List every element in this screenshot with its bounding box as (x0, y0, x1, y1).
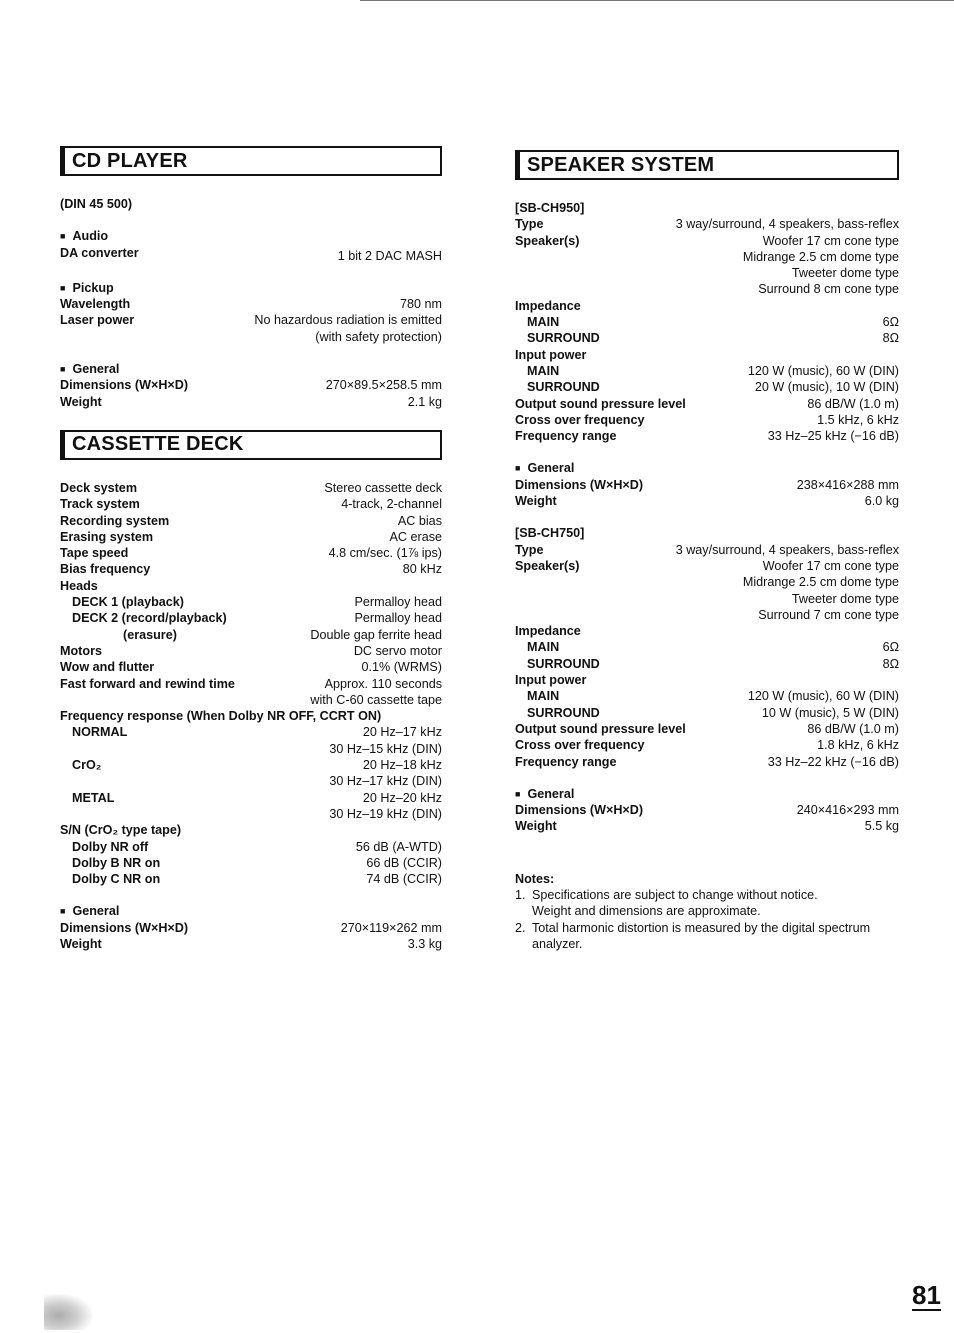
spec-row: (erasure) Double gap ferrite head (123, 627, 442, 642)
cassette-general-heading: ■ General (60, 903, 442, 919)
spec-row: Type 3 way/surround, 4 speakers, bass-reflex (515, 542, 899, 557)
top-rule (360, 0, 954, 1)
spec-row: Frequency range 33 Hz–22 kHz (−16 dB) (515, 754, 899, 769)
spec-row: MAIN 6Ω (527, 640, 899, 655)
ch950-general-heading: ■ General (515, 460, 899, 476)
spec-row: Midrange 2.5 cm dome type (742, 575, 899, 590)
cassette-deck-heading-box (60, 430, 442, 460)
spec-row: SURROUND 8Ω (527, 331, 899, 346)
spec-row: Type 3 way/surround, 4 speakers, bass-reflex (515, 217, 899, 232)
spec-row: SURROUND 20 W (music), 10 W (DIN) (527, 380, 899, 395)
spec-row: Track system 4-track, 2-channel (60, 497, 442, 512)
spec-row: Fast forward and rewind time Approx. 110 seconds (60, 676, 442, 691)
spec-row: METAL 20 Hz–20 kHz (72, 790, 442, 805)
cd-standard-row (60, 196, 442, 212)
spec-row: Weight 2.1 kg (60, 394, 442, 409)
spec-row: Output sound pressure level 86 dB/W (1.0 m) (515, 396, 899, 411)
spec-row: Dimensions (W×H×D) 240×416×293 mm (515, 803, 899, 818)
freq-response-heading: Frequency response (When Dolby NR OFF, CCRT ON) (60, 709, 382, 724)
spec-row: Tweeter dome type (791, 266, 899, 281)
cd-general-heading: ■ General (60, 361, 442, 377)
page-number: 81 (912, 1280, 941, 1310)
spec-row: Wavelength 780 nm (60, 297, 442, 312)
note-item: 2. Total harmonic distortion is measured by the digital spectrum analyzer. (515, 920, 871, 951)
spec-row: Dimensions (W×H×D) 270×89.5×258.5 mm (60, 378, 442, 393)
freq-heading-row (60, 708, 442, 724)
spec-row: Dolby NR off 56 dB (A-WTD) (72, 839, 442, 854)
spec-row: MAIN 6Ω (527, 315, 899, 330)
spec-row: with C-60 cassette tape (310, 692, 442, 707)
spec-row: Tape speed 4.8 cm/sec. (1⅞ ips) (60, 546, 442, 561)
spec-row: Dimensions (W×H×D) 238×416×288 mm (515, 477, 899, 492)
sn-heading-row (60, 822, 442, 838)
spec-row: Motors DC servo motor (60, 643, 442, 658)
notes-heading-row (515, 871, 899, 887)
spec-row: Surround 7 cm cone type (758, 607, 899, 622)
spec-row: SURROUND 8Ω (527, 656, 899, 671)
spec-row: Recording system AC bias (60, 513, 442, 528)
spec-row: DA converter 1 bit 2 DAC MASH (60, 245, 442, 263)
spec-row: Heads (60, 578, 98, 593)
spec-row: Input power (515, 347, 587, 362)
notes-heading: Notes: (515, 871, 555, 886)
spec-row: Cross over frequency 1.5 kHz, 6 kHz (515, 412, 899, 427)
spec-row: Dimensions (W×H×D) 270×119×262 mm (60, 920, 442, 935)
spec-row: Wow and flutter 0.1% (WRMS) (60, 660, 442, 675)
spec-row: NORMAL 20 Hz–17 kHz (72, 725, 442, 740)
spec-row: Cross over frequency 1.8 kHz, 6 kHz (515, 738, 899, 753)
spec-row: Laser power No hazardous radiation is emitted (60, 313, 442, 328)
note-text: Total harmonic distortion is measured by the digital spectrum analyzer. (532, 920, 871, 951)
spec-row: Weight 3.3 kg (60, 936, 442, 951)
spec-row: MAIN 120 W (music), 60 W (DIN) (527, 689, 899, 704)
spec-row: Speaker(s) Woofer 17 cm cone type (515, 558, 899, 573)
spec-row: CrO₂ 20 Hz–18 kHz (72, 758, 442, 773)
spec-row: Impedance (515, 298, 581, 313)
speaker-system-heading-box (515, 150, 899, 180)
spec-row: Input power (515, 673, 587, 688)
spec-row: 30 Hz–17 kHz (DIN) (329, 774, 442, 789)
spec-row: Dolby B NR on 66 dB (CCIR) (72, 855, 442, 870)
model-row (515, 200, 899, 216)
spec-row: Surround 8 cm cone type (758, 282, 899, 297)
model-ch950: [SB-CH950] (515, 201, 585, 215)
spec-row: Erasing system AC erase (60, 529, 442, 544)
spec-row: 30 Hz–19 kHz (DIN) (329, 806, 442, 821)
right-column (515, 150, 899, 952)
spec-row: Deck system Stereo cassette deck (60, 480, 442, 495)
spec-row: Tweeter dome type (791, 591, 899, 606)
spec-row: (with safety protection) (315, 329, 442, 344)
model-ch750: [SB-CH750] (515, 526, 585, 541)
spec-row: Impedance (515, 624, 581, 639)
cd-standard: (DIN 45 500) (60, 197, 133, 211)
cd-audio-heading: ■ Audio (60, 228, 442, 244)
cd-player-heading-box (60, 146, 442, 176)
cd-player-title: CD PLAYER (72, 149, 188, 172)
spec-row: MAIN 120 W (music), 60 W (DIN) (527, 363, 899, 378)
spec-row: DECK 2 (record/playback) Permalloy head (72, 611, 442, 626)
spec-row: Output sound pressure level 86 dB/W (1.0 m) (515, 721, 899, 736)
speaker-system-title: SPEAKER SYSTEM (527, 153, 715, 176)
note-text: Specifications are subject to change without notice. Weight and dimensions are approximate. (532, 887, 818, 919)
scan-smudge (44, 1294, 92, 1330)
spec-row: Frequency range 33 Hz–25 kHz (−16 dB) (515, 429, 899, 444)
spec-row: Dolby C NR on 74 dB (CCIR) (72, 872, 442, 887)
note-item: 1. Specifications are subject to change without notice. Weight and dimensions are approximate. (515, 887, 818, 919)
spec-row: Midrange 2.5 cm dome type (742, 249, 899, 264)
spec-row: SURROUND 10 W (music), 5 W (DIN) (527, 705, 899, 720)
ch750-general-heading: ■ General (515, 786, 899, 802)
sn-heading: S/N (CrO₂ type tape) (60, 823, 182, 838)
cassette-deck-title: CASSETTE DECK (72, 433, 244, 456)
spec-row: Weight 6.0 kg (515, 494, 899, 509)
model-row (515, 525, 899, 541)
spec-row: Bias frequency 80 kHz (60, 562, 442, 577)
cd-pickup-heading: ■ Pickup (60, 280, 442, 296)
spec-row: Speaker(s) Woofer 17 cm cone type (515, 233, 899, 248)
spec-row: DECK 1 (playback) Permalloy head (72, 595, 442, 610)
spec-row: 30 Hz–15 kHz (DIN) (329, 741, 442, 756)
left-column (60, 146, 442, 952)
spec-row: Weight 5.5 kg (515, 819, 899, 834)
